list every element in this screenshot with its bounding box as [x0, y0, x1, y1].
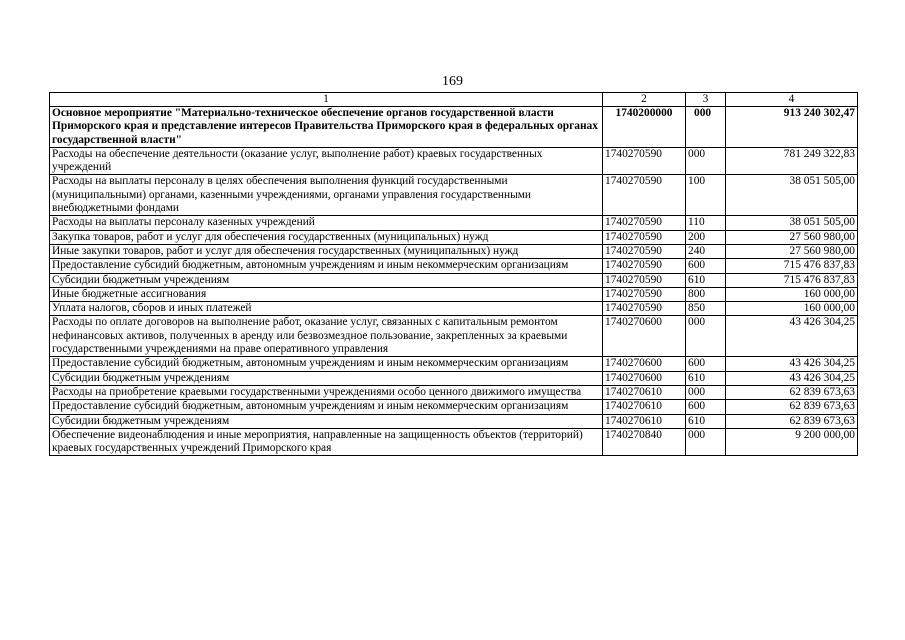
table-row: [50, 316, 858, 357]
column-header: 4: [726, 93, 858, 107]
row-description: Расходы на приобретение краевыми государственными учреждениями особо ценного движимого имущества: [50, 385, 603, 399]
row-amount: 43 426 304,25: [726, 357, 858, 371]
row-target-code: 1740270590: [603, 230, 686, 244]
row-amount: 62 839 673,63: [726, 385, 858, 399]
table-row: [50, 287, 858, 301]
column-header: 2: [603, 93, 686, 107]
row-description: Субсидии бюджетным учреждениям: [50, 273, 603, 287]
row-expense-type: 240: [686, 244, 726, 258]
row-description: Иные закупки товаров, работ и услуг для обеспечения государственных (муниципальных) нужд: [50, 244, 603, 258]
table-row: [50, 400, 858, 414]
row-target-code: 1740270590: [603, 175, 686, 216]
row-expense-type: 800: [686, 287, 726, 301]
row-target-code: 1740270590: [603, 302, 686, 316]
row-target-code: 1740270590: [603, 273, 686, 287]
page-number: 169: [442, 74, 463, 89]
row-description: Субсидии бюджетным учреждениям: [50, 414, 603, 428]
table-row: [50, 273, 858, 287]
row-amount: 160 000,00: [726, 302, 858, 316]
table-row: [50, 302, 858, 316]
row-target-code: 1740200000: [603, 107, 686, 148]
table-row: [50, 371, 858, 385]
row-expense-type: 000: [686, 428, 726, 456]
row-amount: 38 051 505,00: [726, 175, 858, 216]
table-row: [50, 147, 858, 175]
row-target-code: 1740270600: [603, 371, 686, 385]
row-description: Обеспечение видеонаблюдения и иные мероприятия, направленные на защищенность объектов (территорий) краевых государственных учреждений Приморского края: [50, 428, 603, 456]
row-amount: 781 249 322,83: [726, 147, 858, 175]
row-amount: 913 240 302,47: [726, 107, 858, 148]
row-target-code: 1740270590: [603, 147, 686, 175]
row-description: Закупка товаров, работ и услуг для обеспечения государственных (муниципальных) нужд: [50, 230, 603, 244]
row-expense-type: 850: [686, 302, 726, 316]
row-description: Расходы по оплате договоров на выполнение работ, оказание услуг, связанных с капитальным ремонтом нефинансовых активов, полученных в аренду или безвозмездное пользование, закрепленных за краевыми государственными учреждениями на праве оперативного управления: [50, 316, 603, 357]
row-target-code: 1740270840: [603, 428, 686, 456]
row-amount: 38 051 505,00: [726, 216, 858, 230]
table-row: [50, 175, 858, 216]
column-header: 1: [50, 93, 603, 107]
row-target-code: 1740270610: [603, 414, 686, 428]
table-row: [50, 230, 858, 244]
row-target-code: 1740270590: [603, 244, 686, 258]
row-description: Расходы на выплаты персоналу в целях обеспечения выполнения функций государственными (муниципальными) органами, казенными учреждениями, органами управления государственными внебюджетными фондами: [50, 175, 603, 216]
table-row: [50, 414, 858, 428]
table-row: [50, 357, 858, 371]
row-expense-type: 000: [686, 385, 726, 399]
row-amount: 27 560 980,00: [726, 230, 858, 244]
row-target-code: 1740270590: [603, 216, 686, 230]
row-description: Предоставление субсидий бюджетным, автономным учреждениям и иным некоммерческим организациям: [50, 259, 603, 273]
row-target-code: 1740270590: [603, 287, 686, 301]
row-expense-type: 600: [686, 357, 726, 371]
row-expense-type: 600: [686, 400, 726, 414]
row-description: Предоставление субсидий бюджетным, автономным учреждениям и иным некоммерческим организациям: [50, 400, 603, 414]
table-row: [50, 244, 858, 258]
row-amount: 43 426 304,25: [726, 371, 858, 385]
row-expense-type: 000: [686, 107, 726, 148]
row-expense-type: 610: [686, 273, 726, 287]
row-expense-type: 610: [686, 371, 726, 385]
row-amount: 62 839 673,63: [726, 400, 858, 414]
row-amount: 715 476 837,83: [726, 273, 858, 287]
row-amount: 715 476 837,83: [726, 259, 858, 273]
row-description: Уплата налогов, сборов и иных платежей: [50, 302, 603, 316]
table-header-row: [50, 93, 858, 107]
row-expense-type: 000: [686, 147, 726, 175]
column-header: 3: [686, 93, 726, 107]
row-expense-type: 200: [686, 230, 726, 244]
table-row: [50, 216, 858, 230]
row-description: Субсидии бюджетным учреждениям: [50, 371, 603, 385]
row-expense-type: 610: [686, 414, 726, 428]
table-row: [50, 107, 858, 148]
row-description: Предоставление субсидий бюджетным, автономным учреждениям и иным некоммерческим организациям: [50, 357, 603, 371]
row-target-code: 1740270610: [603, 385, 686, 399]
row-description: Иные бюджетные ассигнования: [50, 287, 603, 301]
table-row: [50, 428, 858, 456]
row-target-code: 1740270610: [603, 400, 686, 414]
row-expense-type: 000: [686, 316, 726, 357]
table-row: [50, 385, 858, 399]
row-expense-type: 100: [686, 175, 726, 216]
row-target-code: 1740270600: [603, 316, 686, 357]
row-expense-type: 110: [686, 216, 726, 230]
row-expense-type: 600: [686, 259, 726, 273]
row-target-code: 1740270600: [603, 357, 686, 371]
budget-table: [49, 92, 858, 456]
row-amount: 160 000,00: [726, 287, 858, 301]
row-description: Основное мероприятие "Материально-техническое обеспечение органов государственной власти Приморского края и представление интересов Правительства Приморского края в федеральных органах государственной власти": [50, 107, 603, 148]
row-amount: 9 200 000,00: [726, 428, 858, 456]
table-row: [50, 259, 858, 273]
row-amount: 43 426 304,25: [726, 316, 858, 357]
row-description: Расходы на обеспечение деятельности (оказание услуг, выполнение работ) краевых государственных учреждений: [50, 147, 603, 175]
row-amount: 27 560 980,00: [726, 244, 858, 258]
row-target-code: 1740270590: [603, 259, 686, 273]
row-amount: 62 839 673,63: [726, 414, 858, 428]
row-description: Расходы на выплаты персоналу казенных учреждений: [50, 216, 603, 230]
